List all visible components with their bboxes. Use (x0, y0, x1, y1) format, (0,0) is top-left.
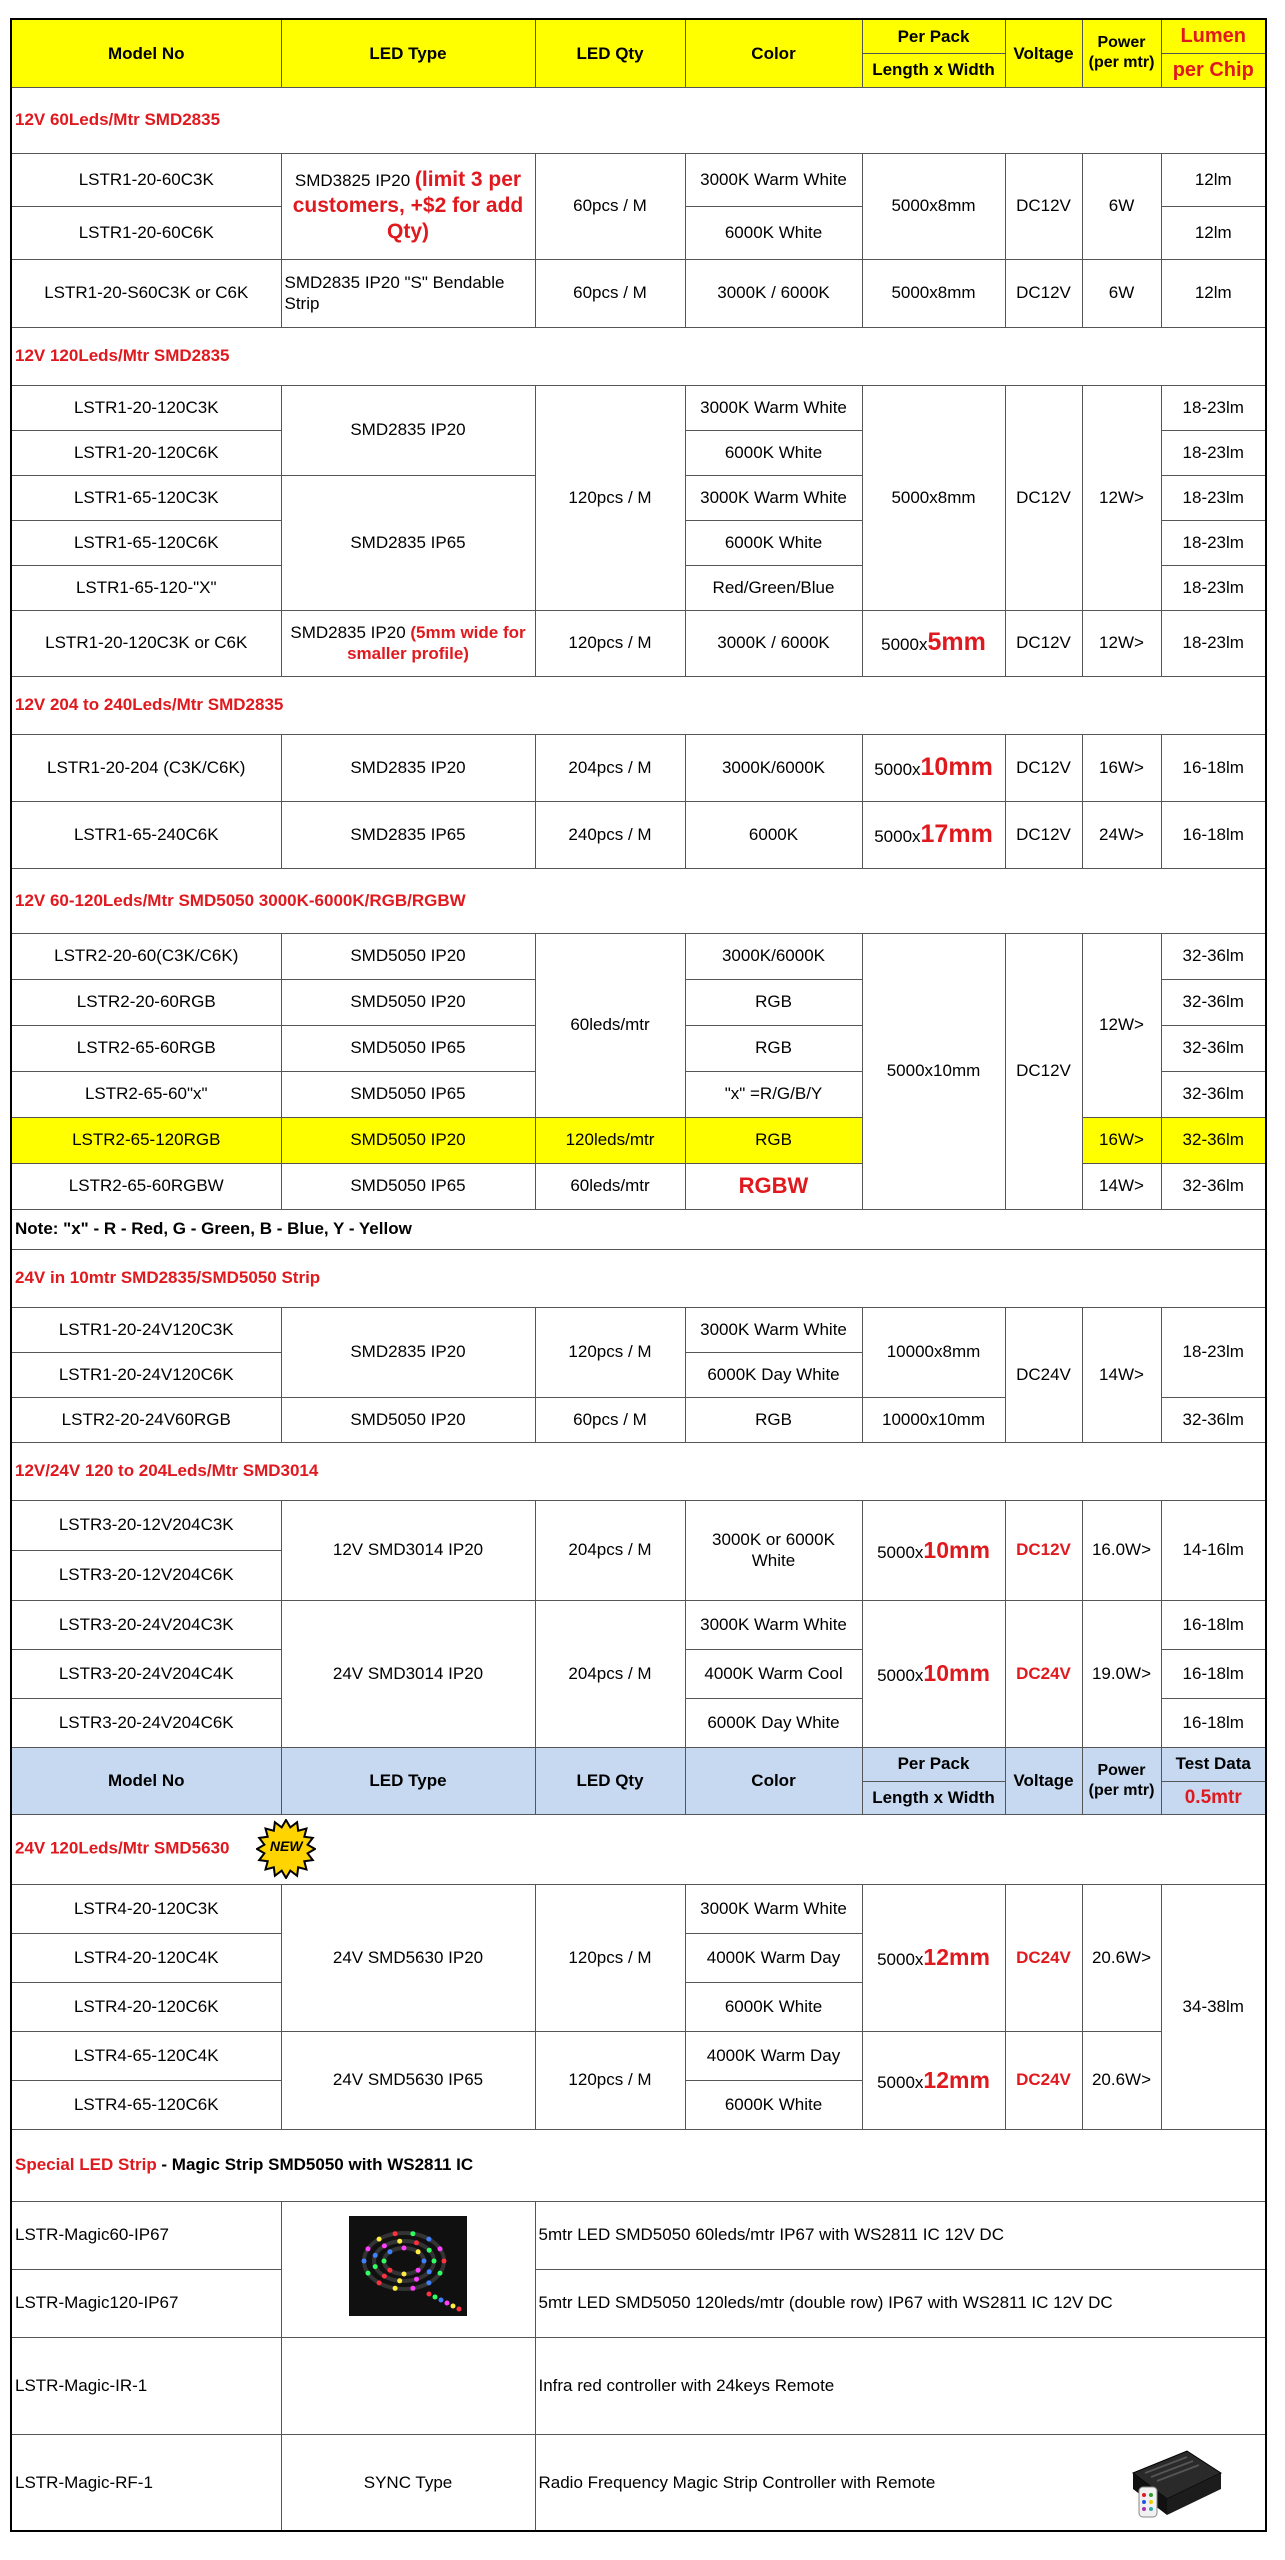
power-cell: 16.0W> (1082, 1500, 1161, 1600)
header-voltage: Voltage (1005, 19, 1082, 87)
lumen-cell: 16-18lm (1161, 1698, 1266, 1747)
header-test-top: Test Data (1161, 1747, 1266, 1781)
header-power: Power (per mtr) (1082, 1747, 1161, 1814)
color-cell: 3000K Warm White (685, 1884, 862, 1933)
pack-prefix: 5000x (877, 1666, 924, 1686)
lumen-cell: 16-18lm (1161, 801, 1266, 868)
header-led-type: LED Type (281, 1747, 535, 1814)
led-type-cell: SMD2835 IP20 (281, 385, 535, 475)
section-title: 12V 60-120Leds/Mtr SMD5050 3000K-6000K/RGB/RGBW (11, 868, 1266, 933)
led-type-cell (281, 153, 535, 259)
color-cell: 3000K / 6000K (685, 259, 862, 327)
color-cell: 3000K Warm White (685, 475, 862, 520)
pack-cell (862, 2031, 1005, 2129)
section-title: 12V 204 to 240Leds/Mtr SMD2835 (11, 676, 1266, 734)
model-cell: LSTR3-20-24V204C3K (11, 1600, 281, 1649)
model-cell: LSTR2-20-60RGB (11, 979, 281, 1025)
model-cell: LSTR4-20-120C6K (11, 1982, 281, 2031)
qty-cell: 120leds/mtr (535, 1117, 685, 1163)
color-cell: RGB (685, 1117, 862, 1163)
color-cell: 4000K Warm Day (685, 1933, 862, 1982)
header-test-bottom: 0.5mtr (1161, 1781, 1266, 1814)
model-cell: LSTR-Magic-RF-1 (11, 2434, 281, 2531)
section-title: 24V in 10mtr SMD2835/SMD5050 Strip (11, 1249, 1266, 1307)
model-cell: LSTR2-65-120RGB (11, 1117, 281, 1163)
power-cell: 14W> (1082, 1163, 1161, 1209)
led-type-text: SMD2835 IP20 (290, 622, 411, 642)
header-pack-bottom: Length x Width (862, 53, 1005, 87)
qty-cell: 60leds/mtr (535, 1163, 685, 1209)
model-cell: LSTR2-20-24V60RGB (11, 1397, 281, 1442)
voltage-cell: DC24V (1005, 2031, 1082, 2129)
color-cell: 6000K White (685, 1982, 862, 2031)
voltage-cell: DC12V (1005, 734, 1082, 801)
color-cell: RGB (685, 1025, 862, 1071)
pack-width: 10mm (923, 1536, 990, 1563)
power-cell: 16W> (1082, 734, 1161, 801)
model-cell: LSTR1-20-60C6K (11, 206, 281, 259)
description-cell: 5mtr LED SMD5050 120leds/mtr (double row) IP67 with WS2811 IC 12V DC (535, 2269, 1266, 2337)
voltage-cell: DC12V (1005, 259, 1082, 327)
pack-cell: 10000x10mm (862, 1397, 1005, 1442)
voltage-cell: DC12V (1005, 153, 1082, 259)
model-cell: LSTR1-65-240C6K (11, 801, 281, 868)
lumen-cell: 32-36lm (1161, 1025, 1266, 1071)
section-title: 12V 120Leds/Mtr SMD2835 (11, 327, 1266, 385)
narrow-note: (5mm wide for smaller profile) (347, 622, 526, 663)
lumen-cell: 16-18lm (1161, 1649, 1266, 1698)
lumen-cell: 18-23lm (1161, 520, 1266, 565)
power-cell: 12W> (1082, 385, 1161, 610)
voltage-cell: DC12V (1005, 1500, 1082, 1600)
qty-cell: 204pcs / M (535, 1500, 685, 1600)
model-cell: LSTR-Magic60-IP67 (11, 2201, 281, 2269)
color-cell: 6000K White (685, 520, 862, 565)
section-title: 12V 60Leds/Mtr SMD2835 (11, 87, 1266, 153)
model-cell: LSTR3-20-12V204C6K (11, 1550, 281, 1600)
led-type-cell: SMD5050 IP20 (281, 979, 535, 1025)
color-cell: 3000K Warm White (685, 1600, 862, 1649)
model-cell: LSTR2-65-60RGBW (11, 1163, 281, 1209)
special-title-red: Special LED Strip (15, 2155, 157, 2175)
led-type-cell: SMD5050 IP65 (281, 1025, 535, 1071)
model-cell: LSTR1-65-120C3K (11, 475, 281, 520)
header-led-qty: LED Qty (535, 1747, 685, 1814)
lumen-cell: 12lm (1161, 259, 1266, 327)
led-type-text: SMD3825 IP20 (294, 170, 415, 190)
new-badge-label: NEW (269, 1838, 303, 1854)
description-cell (535, 2434, 1266, 2531)
lumen-cell: 18-23lm (1161, 565, 1266, 610)
led-type-cell: SMD2835 IP65 (281, 801, 535, 868)
color-cell: RGB (685, 979, 862, 1025)
pack-cell (862, 1500, 1005, 1600)
power-cell: 14W> (1082, 1307, 1161, 1442)
color-cell: 6000K Day White (685, 1698, 862, 1747)
pack-prefix: 5000x (881, 635, 928, 655)
pack-cell: 10000x8mm (862, 1307, 1005, 1397)
color-cell: 3000K Warm White (685, 385, 862, 430)
special-title-row (11, 2129, 1266, 2201)
color-cell: RGBW (685, 1163, 862, 1209)
description-cell: 5mtr LED SMD5050 60leds/mtr IP67 with WS2811 IC 12V DC (535, 2201, 1266, 2269)
pack-prefix: 5000x (874, 759, 921, 779)
voltage-cell: DC12V (1005, 385, 1082, 610)
pack-width: 5mm (927, 628, 986, 657)
model-cell: LSTR2-65-60"x" (11, 1071, 281, 1117)
lumen-cell: 18-23lm (1161, 475, 1266, 520)
voltage-cell: DC24V (1005, 1307, 1082, 1442)
model-cell: LSTR-Magic120-IP67 (11, 2269, 281, 2337)
color-cell: 4000K Warm Day (685, 2031, 862, 2080)
pack-cell (862, 734, 1005, 801)
pack-cell (862, 1600, 1005, 1747)
power-cell: 20.6W> (1082, 1884, 1161, 2031)
pack-prefix: 5000x (877, 1542, 924, 1562)
led-strip-image (349, 2216, 467, 2316)
power-cell: 12W> (1082, 610, 1161, 676)
model-cell: LSTR3-20-24V204C4K (11, 1649, 281, 1698)
qty-cell: 120pcs / M (535, 1884, 685, 2031)
pack-width: 12mm (923, 2066, 990, 2093)
color-cell: 3000K Warm White (685, 153, 862, 206)
led-type-cell: SMD5050 IP20 (281, 1397, 535, 1442)
led-type-cell: SMD5050 IP20 (281, 1117, 535, 1163)
led-type-cell: SYNC Type (281, 2434, 535, 2531)
model-cell: LSTR1-20-204 (C3K/C6K) (11, 734, 281, 801)
power-cell: 12W> (1082, 933, 1161, 1117)
color-cell: 6000K Day White (685, 1352, 862, 1397)
color-cell: 3000K/6000K (685, 933, 862, 979)
new-badge-icon (256, 1819, 316, 1879)
color-cell: 3000K / 6000K (685, 610, 862, 676)
lumen-cell: 12lm (1161, 206, 1266, 259)
header-row (11, 19, 1266, 53)
power-cell: 6W (1082, 259, 1161, 327)
led-type-cell: SMD2835 IP20 (281, 1307, 535, 1397)
lumen-cell: 16-18lm (1161, 1600, 1266, 1649)
lumen-cell: 18-23lm (1161, 430, 1266, 475)
pack-cell: 5000x8mm (862, 385, 1005, 610)
model-cell: LSTR2-20-60(C3K/C6K) (11, 933, 281, 979)
model-cell: LSTR1-20-24V120C6K (11, 1352, 281, 1397)
lumen-cell: 18-23lm (1161, 385, 1266, 430)
qty-cell: 60pcs / M (535, 259, 685, 327)
qty-cell: 120pcs / M (535, 1307, 685, 1397)
model-cell: LSTR1-65-120C6K (11, 520, 281, 565)
product-table (10, 18, 1267, 2532)
pack-width: 10mm (923, 1660, 990, 1687)
led-type-cell: SMD2835 IP20 (281, 734, 535, 801)
pack-cell: 5000x10mm (862, 933, 1005, 1209)
model-cell: LSTR4-65-120C6K (11, 2080, 281, 2129)
lumen-cell: 32-36lm (1161, 1163, 1266, 1209)
led-type-cell: 24V SMD5630 IP65 (281, 2031, 535, 2129)
lumen-cell: 32-36lm (1161, 1117, 1266, 1163)
lumen-cell: 12lm (1161, 153, 1266, 206)
power-cell: 16W> (1082, 1117, 1161, 1163)
header-lumen-bottom: per Chip (1161, 53, 1266, 87)
pack-cell (862, 1884, 1005, 2031)
model-cell: LSTR1-20-120C3K (11, 385, 281, 430)
pack-cell: 5000x8mm (862, 259, 1005, 327)
color-cell: "x" =R/G/B/Y (685, 1071, 862, 1117)
qty-cell: 120pcs / M (535, 385, 685, 610)
voltage-cell: DC12V (1005, 801, 1082, 868)
header-voltage: Voltage (1005, 1747, 1082, 1814)
color-cell: 3000K/6000K (685, 734, 862, 801)
pack-width: 17mm (920, 819, 993, 848)
description-text: Radio Frequency Magic Strip Controller with Remote (538, 2472, 936, 2492)
section-title: 24V 120Leds/Mtr SMD5630 (15, 1838, 230, 1858)
header-power: Power (per mtr) (1082, 19, 1161, 87)
lumen-cell: 32-36lm (1161, 1397, 1266, 1442)
pack-cell (862, 610, 1005, 676)
special-title-black: - Magic Strip SMD5050 with WS2811 IC (156, 2155, 474, 2175)
legend-note: Note: "x" - R - Red, G - Green, B - Blue, Y - Yellow (11, 1209, 1266, 1249)
pack-width: 10mm (920, 752, 993, 781)
lumen-cell: 32-36lm (1161, 979, 1266, 1025)
color-cell: 6000K (685, 801, 862, 868)
voltage-cell: DC12V (1005, 610, 1082, 676)
header-pack-bottom: Length x Width (862, 1781, 1005, 1814)
section-title-row (11, 1814, 1266, 1884)
model-cell: LSTR1-20-60C3K (11, 153, 281, 206)
led-type-cell: SMD5050 IP20 (281, 933, 535, 979)
color-cell: 3000K or 6000K White (685, 1500, 862, 1600)
model-cell: LSTR4-20-120C4K (11, 1933, 281, 1982)
power-cell: 6W (1082, 153, 1161, 259)
lumen-cell: 16-18lm (1161, 734, 1266, 801)
color-cell: 3000K Warm White (685, 1307, 862, 1352)
model-cell: LSTR4-65-120C4K (11, 2031, 281, 2080)
voltage-cell: DC12V (1005, 933, 1082, 1209)
pack-prefix: 5000x (877, 2072, 924, 2092)
led-type-cell: 12V SMD3014 IP20 (281, 1500, 535, 1600)
pack-width: 12mm (923, 1944, 990, 1971)
led-type-cell: SMD2835 IP65 (281, 475, 535, 610)
pack-cell (862, 801, 1005, 868)
voltage-cell: DC24V (1005, 1884, 1082, 2031)
model-cell: LSTR2-65-60RGB (11, 1025, 281, 1071)
section-title: 12V/24V 120 to 204Leds/Mtr SMD3014 (11, 1442, 1266, 1500)
header-row-2 (11, 1747, 1266, 1781)
lumen-cell: 34-38lm (1161, 1884, 1266, 2129)
description-cell: Infra red controller with 24keys Remote (535, 2337, 1266, 2434)
lumen-cell: 32-36lm (1161, 1071, 1266, 1117)
magic-strip-image-cell (281, 2201, 535, 2337)
model-cell: LSTR-Magic-IR-1 (11, 2337, 281, 2434)
empty-cell (281, 2337, 535, 2434)
qty-cell: 240pcs / M (535, 801, 685, 868)
model-cell: LSTR3-20-24V204C6K (11, 1698, 281, 1747)
qty-cell: 60leds/mtr (535, 933, 685, 1117)
model-cell: LSTR1-65-120-"X" (11, 565, 281, 610)
led-type-cell: SMD5050 IP65 (281, 1071, 535, 1117)
led-type-cell (281, 610, 535, 676)
color-cell: 6000K White (685, 430, 862, 475)
qty-cell: 120pcs / M (535, 610, 685, 676)
header-model: Model No (11, 19, 281, 87)
lumen-cell: 18-23lm (1161, 610, 1266, 676)
lumen-cell: 18-23lm (1161, 1307, 1266, 1397)
header-color: Color (685, 1747, 862, 1814)
color-cell: RGB (685, 1397, 862, 1442)
led-type-cell: SMD2835 IP20 "S" Bendable Strip (281, 259, 535, 327)
header-led-qty: LED Qty (535, 19, 685, 87)
model-cell: LSTR3-20-12V204C3K (11, 1500, 281, 1550)
model-cell: LSTR4-20-120C3K (11, 1884, 281, 1933)
model-cell: LSTR1-20-S60C3K or C6K (11, 259, 281, 327)
color-cell: Red/Green/Blue (685, 565, 862, 610)
controller-image (1125, 2443, 1225, 2521)
header-lumen-top: Lumen (1161, 19, 1266, 53)
color-cell: 6000K White (685, 2080, 862, 2129)
limit-note: (limit 3 per customers, +$2 for add Qty) (292, 167, 524, 244)
color-cell: 4000K Warm Cool (685, 1649, 862, 1698)
qty-cell: 204pcs / M (535, 734, 685, 801)
led-type-cell: 24V SMD5630 IP20 (281, 1884, 535, 2031)
model-cell: LSTR1-20-120C6K (11, 430, 281, 475)
power-cell: 20.6W> (1082, 2031, 1161, 2129)
power-cell: 24W> (1082, 801, 1161, 868)
qty-cell: 120pcs / M (535, 2031, 685, 2129)
qty-cell: 204pcs / M (535, 1600, 685, 1747)
header-color: Color (685, 19, 862, 87)
pack-prefix: 5000x (874, 826, 921, 846)
led-type-cell: 24V SMD3014 IP20 (281, 1600, 535, 1747)
header-pack-top: Per Pack (862, 1747, 1005, 1781)
model-cell: LSTR1-20-120C3K or C6K (11, 610, 281, 676)
header-pack-top: Per Pack (862, 19, 1005, 53)
pack-prefix: 5000x (877, 1950, 924, 1970)
color-cell: 6000K White (685, 206, 862, 259)
model-cell: LSTR1-20-24V120C3K (11, 1307, 281, 1352)
lumen-cell: 32-36lm (1161, 933, 1266, 979)
voltage-cell: DC24V (1005, 1600, 1082, 1747)
power-cell: 19.0W> (1082, 1600, 1161, 1747)
qty-cell: 60pcs / M (535, 1397, 685, 1442)
qty-cell: 60pcs / M (535, 153, 685, 259)
header-led-type: LED Type (281, 19, 535, 87)
led-type-cell: SMD5050 IP65 (281, 1163, 535, 1209)
lumen-cell: 14-16lm (1161, 1500, 1266, 1600)
header-model: Model No (11, 1747, 281, 1814)
pack-cell: 5000x8mm (862, 153, 1005, 259)
